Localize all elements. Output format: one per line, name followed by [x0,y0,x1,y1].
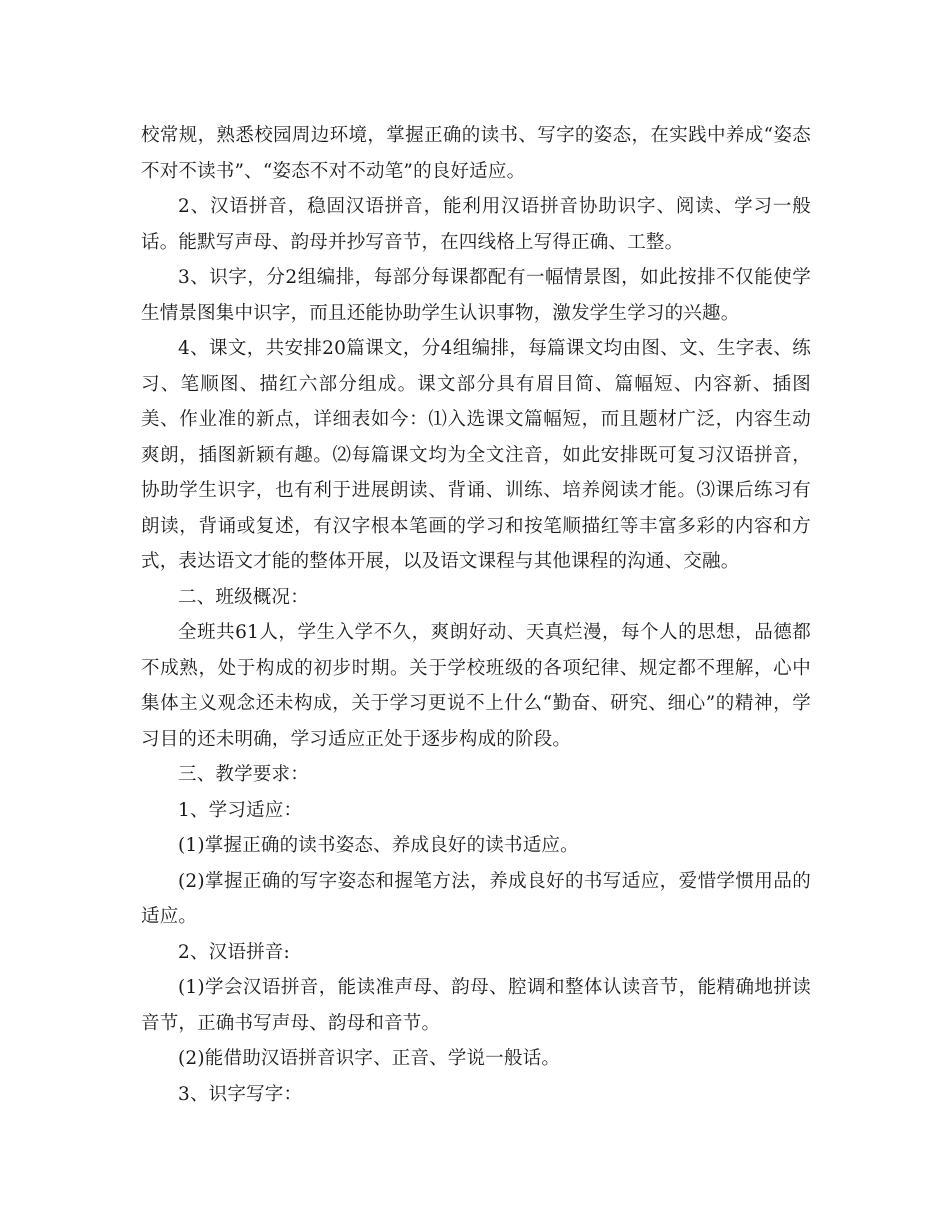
item-pinyin-aid: (2)能借助汉语拼音识字、正音、学说一般话。 [178,1048,561,1069]
heading-pinyin: 2、汉语拼音: [178,941,290,963]
paragraph-school-rules: 校常规，熟悉校园周边环境，掌握正确的读书、写字的姿态，在实践中养成“姿态不对不读书”、“姿态不对不动笔”的良好适应。 [141,125,811,182]
document-body [141,118,811,1112]
item-learn-pinyin: (1)学会汉语拼音，能读准声母、韵母、腔调和整体认读音节，能精确地拼读音节，正确书写声母、韵母和音节。 [141,977,811,1034]
item-writing-posture: (2)掌握正确的写字姿态和握笔方法，养成良好的书写适应，爱惜学惯用品的适应。 [141,870,811,927]
paragraph-class-overview: 全班共61人，学生入学不久，爽朗好动、天真烂漫，每个人的思想，品德都不成熟，处于构成的初步时期。关于学校班级的各项纪律、规定都不理解，心中集体主义观念还未构成，关于学习更说不上什么“勤奋、研究、细心”的精神，学习目的还未明确，学习适应正处于逐步构成的阶段。 [141,622,811,750]
paragraph-pinyin: 2、汉语拼音，稳固汉语拼音，能利用汉语拼音协助识字、阅读、学习一般话。能默写声母、韵母并抄写音节，在四线格上写得正确、工整。 [141,196,811,253]
paragraph-texts: 4、课文，共安排20篇课文，分4组编排，每篇课文均由图、文、生字表、练习、笔顺图、描红六部分组成。课文部分具有眉目简、篇幅短、内容新、插图美、作业准的新点，详细表如今：⑴入选课文篇幅短，而且题材广泛，内容生动爽朗，插图新颖有趣。⑵每篇课文均为全文注音，如此安排既可复习汉语拼音，协助学生识字，也有利于进展朗读、背诵、训练、培养阅读才能。⑶课后练习有朗读，背诵或复述，有汉字根本笔画的学习和按笔顺描红等丰富多彩的内容和方式，表达语文才能的整体开展，以及语文课程与其他课程的沟通、交融。 [141,338,811,572]
heading-class-overview: 二、班级概况： [178,586,309,608]
heading-study-habits: 1、学习适应： [178,799,303,821]
heading-teaching-requirements: 三、教学要求： [178,764,309,785]
heading-literacy-writing: 3、识字写字： [178,1083,303,1105]
item-reading-posture: (1)掌握正确的读书姿态、养成良好的读书适应。 [178,835,579,856]
paragraph-literacy: 3、识字，分2组编排，每部分每课都配有一幅情景图，如此按排不仅能使学生情景图集中识字，而且还能协助学生认识事物，激发学生学习的兴趣。 [141,267,811,324]
